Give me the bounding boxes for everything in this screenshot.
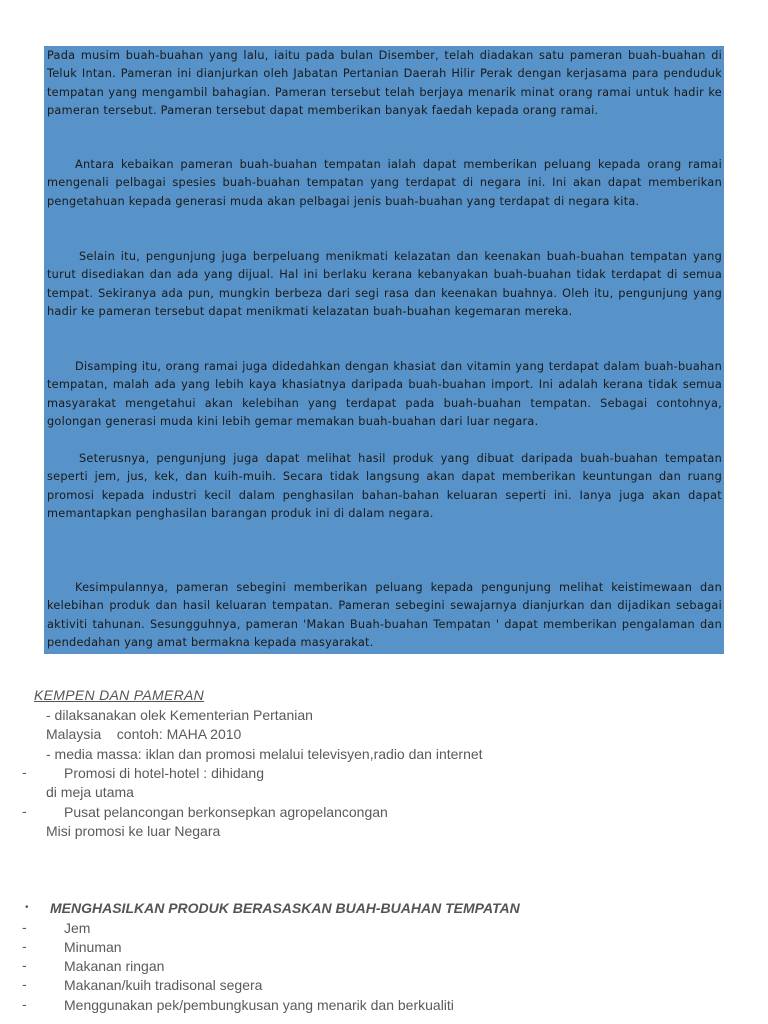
- produk-dash-4: -: [22, 976, 27, 992]
- heading-kempen-dan-pameran: KEMPEN DAN PAMERAN: [34, 687, 205, 703]
- kempen-line-3: - media massa: iklan dan promosi melalui televisyen,radio dan internet: [46, 746, 483, 762]
- paragraph-benefit-taste: Selain itu, pengunjung juga berpeluang menikmati kelazatan dan keenakan buah-buahan tempatan yang turut disediakan dan ada yang dijual. Hal ini berlaku kerana kebanyakan buah-buahan tidak terdapat di semua tempat. Sekiranya ada pun, mungkin berbeza dari segi rasa dan keenakan buahnya. Oleh itu, pengunjung yang hadir ke pameran tersebut dapat menikmati kelazatan buah-buahan kegemaran mereka.: [47, 250, 722, 318]
- heading-menghasilkan-produk: MENGHASILKAN PRODUK BERASASKAN BUAH-BUAHAN TEMPATAN: [50, 900, 520, 916]
- paragraph-benefit-products: Seterusnya, pengunjung juga dapat melihat hasil produk yang dibuat daripada buah-buahan tempatan seperti jem, jus, kek, dan kuih-muih. Secara tidak langsung akan dapat memberikan keuntungan dan ruang promosi kepada industri kecil dalam penghasilan bahan-bahan keluaran seperti ini. Ianya juga akan dapat memantapkan penghasilan barangan produk ini di dalam negara.: [47, 452, 722, 520]
- kempen-line-5: di meja utama: [46, 784, 134, 800]
- paragraph-conclusion: Kesimpulannya, pameran sebegini memberikan peluang kepada pengunjung melihat keistimewaan dan kelebihan produk dan hasil keluaran tempatan. Pameran sebegini sewajarnya dianjurkan dan dijadikan sebagai aktiviti tahunan. Sesungguhnya, pameran 'Makan Buah-buahan Tempatan ' dapat memberikan pengalaman dan pendedahan yang amat bermakna kepada masyarakat.: [47, 581, 722, 649]
- produk-dash-1: -: [22, 919, 27, 935]
- produk-item-jem: Jem: [64, 920, 91, 936]
- kempen-line-6: Pusat pelancongan berkonsepkan agropelancongan: [64, 804, 388, 820]
- produk-item-kuih-tradisional: Makanan/kuih tradisonal segera: [64, 977, 263, 993]
- produk-dash-2: -: [22, 938, 27, 954]
- produk-item-minuman: Minuman: [64, 939, 122, 955]
- paragraph-benefit-knowledge: Antara kebaikan pameran buah-buahan tempatan ialah dapat memberikan peluang kepada orang ramai mengenali pelbagai spesies buah-buahan tempatan yang terdapat di negara ini. Ini akan dapat memberikan pengetahuan kepada generasi muda akan pelbagai jenis buah-buahan yang terdapat di negara kita.: [47, 158, 722, 208]
- kempen-line-7: Misi promosi ke luar Negara: [46, 823, 221, 839]
- kempen-line-4: Promosi di hotel-hotel : dihidang: [64, 765, 265, 781]
- produk-item-makanan-ringan: Makanan ringan: [64, 958, 165, 974]
- kempen-dash-1: -: [22, 764, 27, 780]
- kempen-line-2: Malaysia contoh: MAHA 2010: [46, 726, 242, 742]
- highlighted-text-block: [44, 46, 724, 654]
- produk-dash-3: -: [22, 957, 27, 973]
- paragraph-benefit-nutrition: Disamping itu, orang ramai juga didedahkan dengan khasiat dan vitamin yang terdapat dalam buah-buahan tempatan, malah ada yang lebih kaya khasiatnya daripada buah-buahan import. Ini adalah kerana tidak semua masyarakat mengetahui akan kelebihan yang terdapat pada buah-buahan tempatan. Sebagai contohnya, golongan generasi muda kini lebih gemar memakan buah-buahan dari luar negara.: [47, 360, 722, 428]
- paragraph-intro: Pada musim buah-buahan yang lalu, iaitu pada bulan Disember, telah diadakan satu pameran buah-buahan di Teluk Intan. Pameran ini dianjurkan oleh Jabatan Pertanian Daerah Hilir Perak dengan kerjasama para penduduk tempatan yang mengambil bahagian. Pameran tersebut telah berjaya menarik minat orang ramai untuk hadir ke pameran tersebut. Pameran tersebut dapat memberikan banyak faedah kepada orang ramai.: [47, 49, 722, 117]
- kempen-dash-2: -: [22, 803, 27, 819]
- bullet-icon: •: [25, 902, 29, 913]
- produk-dash-5: -: [22, 996, 27, 1012]
- produk-item-pembungkusan: Menggunakan pek/pembungkusan yang menarik dan berkualiti: [64, 997, 454, 1013]
- kempen-line-1: - dilaksanakan olek Kementerian Pertanian: [46, 707, 313, 723]
